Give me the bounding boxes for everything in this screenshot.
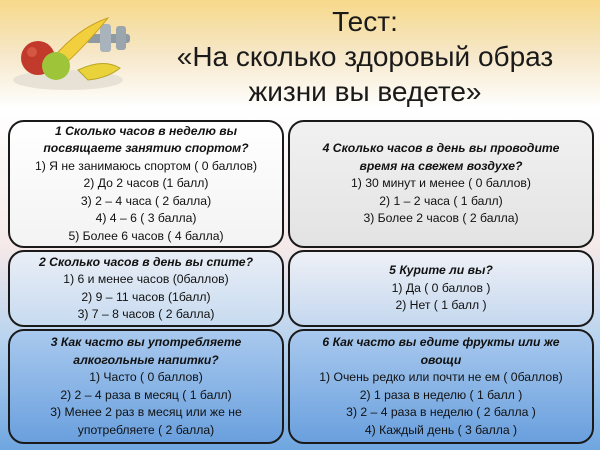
answer-option: 2) 9 – 11 часов (1балл)	[81, 289, 211, 304]
question-card-3	[8, 329, 284, 444]
question-text: овощи	[420, 352, 462, 367]
title-line-2: «На сколько здоровый образ	[176, 41, 554, 72]
page-title	[130, 4, 600, 109]
answer-option: 3) 2 – 4 часа ( 2 балла)	[80, 193, 212, 208]
question-text: посвящаете занятию спортом?	[43, 141, 249, 156]
question-card-4	[288, 120, 594, 248]
answer-option: 3) 2 – 4 раза в неделю ( 2 балла )	[346, 405, 536, 419]
question-card-6	[288, 329, 594, 444]
question-text: алкогольные напитки?	[73, 352, 219, 367]
answer-option: 2) До 2 часов (1 балл)	[83, 176, 209, 191]
answer-option: 2) Нет ( 1 балл )	[395, 298, 487, 313]
answer-option: 5) Более 6 часов ( 4 балла)	[68, 228, 224, 243]
answer-option: 1) 30 минут и менее ( 0 баллов)	[351, 176, 531, 191]
question-text: 5 Курите ли вы?	[389, 263, 493, 278]
answer-option: 3) Более 2 часов ( 2 балла)	[363, 211, 519, 226]
question-card-1	[8, 120, 284, 248]
question-text: время на свежем воздухе?	[359, 158, 523, 173]
answer-option: 1) 6 и менее часов (0баллов)	[63, 272, 229, 286]
question-text: 1 Сколько часов в неделю вы	[54, 123, 238, 138]
question-text: 2 Сколько часов в день вы спите?	[38, 254, 254, 269]
question-card-5	[288, 250, 594, 327]
answer-option: 1) Я не занимаюсь спортом ( 0 баллов)	[34, 158, 258, 173]
answer-option: 1) Часто ( 0 баллов)	[89, 370, 203, 384]
answer-option: 2) 2 – 4 раза в месяц ( 1 балл)	[60, 387, 232, 402]
answer-option: 1) Очень редко или почти не ем ( 0баллов)	[319, 370, 563, 384]
answer-option: 4) Каждый день ( 3 балла )	[364, 422, 518, 437]
answer-option: 3) 7 – 8 часов ( 2 балла)	[77, 307, 215, 321]
answer-option: 2) 1 раза в неделю ( 1 балл )	[359, 387, 523, 402]
question-text: 4 Сколько часов в день вы проводите	[322, 141, 560, 156]
answer-option: 2) 1 – 2 часа ( 1 балл)	[379, 193, 503, 208]
fruit-illustration	[8, 8, 138, 93]
question-text: 3 Как часто вы употребляете	[50, 335, 242, 349]
title-line-1: Тест:	[332, 6, 398, 37]
answer-option: 1) Да ( 0 баллов )	[391, 280, 491, 295]
answer-option: 4) 4 – 6 ( 3 балла)	[95, 211, 197, 226]
answer-option: употребляете ( 2 балла)	[77, 422, 215, 437]
title-line-3: жизни вы ведете»	[248, 76, 482, 107]
question-text: 6 Как часто вы едите фрукты или же	[322, 335, 560, 349]
answer-option: 3) Менее 2 раз в месяц или же не	[50, 405, 242, 419]
question-card-2	[8, 250, 284, 327]
